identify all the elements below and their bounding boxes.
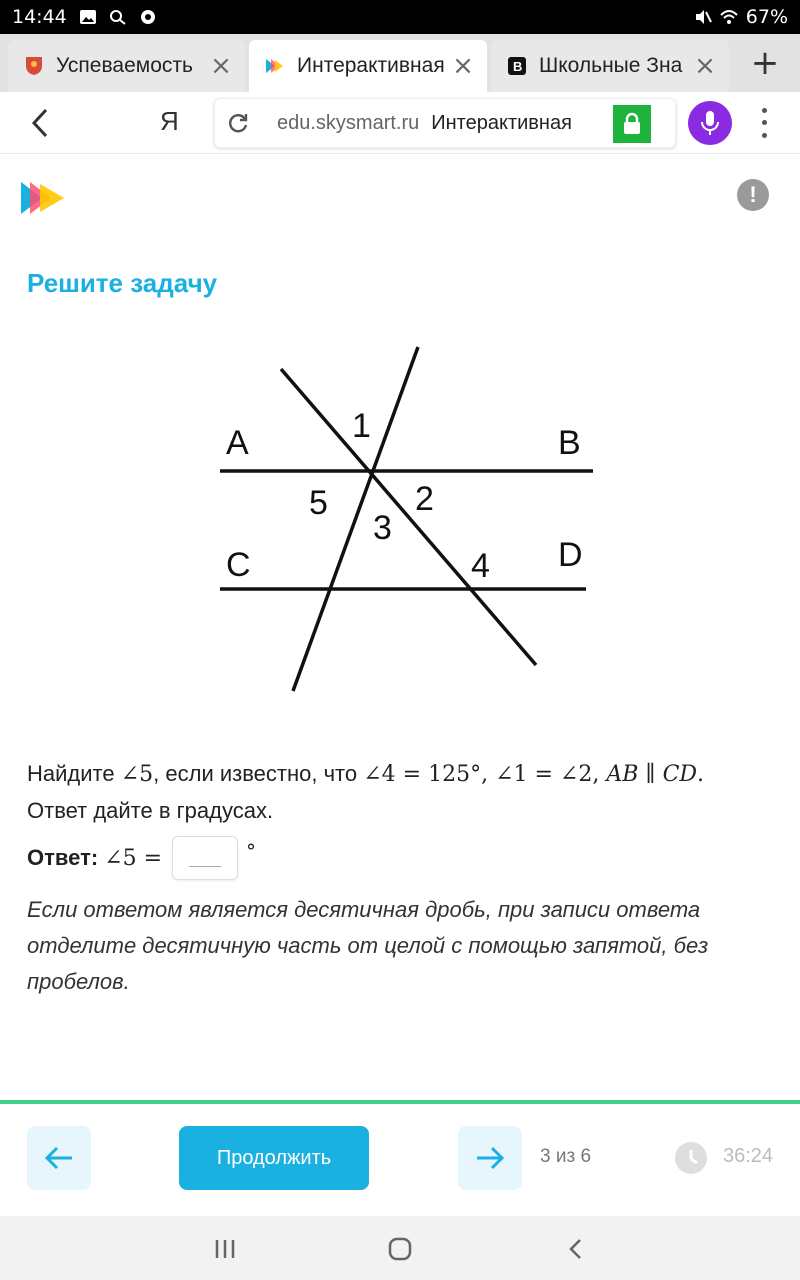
tab-shkolnye-znaniya[interactable] bbox=[491, 40, 729, 92]
problem-math: . bbox=[697, 762, 705, 787]
browser-tab-strip bbox=[0, 34, 800, 92]
yandex-button[interactable]: Я bbox=[160, 106, 179, 136]
coat-of-arms-icon bbox=[24, 56, 44, 76]
new-tab-button[interactable]: + bbox=[750, 43, 780, 83]
answer-input[interactable] bbox=[172, 836, 238, 880]
point-label-c: C bbox=[226, 546, 251, 584]
tab-interaktivnaya[interactable] bbox=[249, 40, 487, 92]
arrow-left-icon bbox=[44, 1146, 74, 1170]
skysmart-icon bbox=[265, 56, 285, 76]
skysmart-logo[interactable] bbox=[20, 180, 66, 221]
problem-text: Ответ дайте в градусах. bbox=[27, 798, 274, 823]
problem-text: , если известно, что bbox=[153, 761, 364, 786]
address-bar bbox=[0, 92, 800, 154]
status-bar bbox=[0, 0, 800, 34]
status-time: 14:44 bbox=[12, 6, 67, 28]
shield-icon bbox=[139, 9, 157, 25]
gallery-icon bbox=[79, 9, 97, 25]
timer: 36:24 bbox=[723, 1145, 774, 1167]
degree-unit: ° bbox=[246, 839, 257, 863]
wifi-icon bbox=[720, 9, 738, 25]
angle-label-5: 5 bbox=[309, 484, 328, 522]
znanija-icon bbox=[507, 56, 527, 76]
url-domain: edu.skysmart.ru bbox=[277, 111, 420, 134]
system-navigation-bar bbox=[0, 1216, 800, 1280]
voice-search-button[interactable] bbox=[688, 101, 732, 145]
microphone-icon bbox=[700, 110, 720, 136]
point-label-d: D bbox=[558, 536, 583, 574]
svg-text:B: B bbox=[513, 59, 523, 74]
close-icon[interactable]: × bbox=[452, 51, 474, 81]
problem-math: ∥ bbox=[638, 762, 663, 787]
answer-hint: Если ответом является десятичная дробь, при записи ответа отделите десятичную часть от целой с помощью запятой, без пробелов. bbox=[27, 897, 709, 994]
mute-icon bbox=[694, 9, 712, 25]
problem-text: Найдите bbox=[27, 761, 121, 786]
url-page-title: Интерактивная bbox=[431, 111, 572, 134]
tab-uspevaemost[interactable] bbox=[8, 40, 245, 92]
problem-statement bbox=[27, 756, 777, 829]
lock-icon[interactable] bbox=[613, 105, 651, 143]
back-button[interactable] bbox=[26, 104, 56, 142]
reload-icon bbox=[226, 111, 250, 135]
tab-title: Успеваемость bbox=[56, 54, 193, 77]
angle-label-4: 4 bbox=[471, 547, 490, 585]
angle-label-2: 2 bbox=[415, 480, 434, 518]
footer-divider bbox=[0, 1100, 800, 1104]
problem-math: CD bbox=[662, 762, 698, 787]
reload-button[interactable] bbox=[215, 111, 261, 135]
answer-label: Ответ: bbox=[27, 845, 99, 870]
answer-expression: ∠5 = bbox=[104, 845, 163, 871]
arrow-right-icon bbox=[475, 1146, 505, 1170]
report-problem-button[interactable]: ! bbox=[737, 179, 769, 211]
recent-apps-icon[interactable] bbox=[210, 1234, 240, 1264]
point-label-b: B bbox=[558, 424, 581, 462]
problem-math: ∠4 = 125°, ∠1 = ∠2, bbox=[363, 762, 607, 787]
previous-task-button[interactable] bbox=[27, 1126, 91, 1190]
problem-math: ∠5 bbox=[120, 762, 154, 787]
search-icon bbox=[109, 9, 127, 25]
angle-label-3: 3 bbox=[373, 509, 392, 547]
task-heading: Решите задачу bbox=[27, 268, 218, 298]
close-icon[interactable]: × bbox=[210, 51, 232, 81]
browser-menu-button[interactable] bbox=[756, 104, 772, 142]
home-icon[interactable] bbox=[385, 1234, 415, 1264]
system-back-icon[interactable] bbox=[561, 1234, 591, 1264]
clock-icon bbox=[675, 1142, 707, 1174]
problem-math: AB bbox=[606, 762, 639, 787]
task-progress: 3 из 6 bbox=[540, 1146, 592, 1167]
tab-title: Школьные Зна bbox=[539, 54, 683, 77]
next-task-button[interactable] bbox=[458, 1126, 522, 1190]
continue-button[interactable]: Продолжить bbox=[179, 1126, 369, 1190]
angle-label-1: 1 bbox=[352, 407, 371, 445]
close-icon[interactable]: × bbox=[694, 51, 716, 81]
chevron-left-icon bbox=[26, 104, 56, 142]
url-field[interactable] bbox=[214, 98, 676, 148]
battery-level: 67% bbox=[745, 6, 788, 28]
answer-row bbox=[27, 836, 256, 880]
point-label-a: A bbox=[226, 424, 249, 462]
geometry-figure bbox=[200, 330, 600, 705]
tab-title: Интерактивная bbox=[297, 54, 445, 77]
